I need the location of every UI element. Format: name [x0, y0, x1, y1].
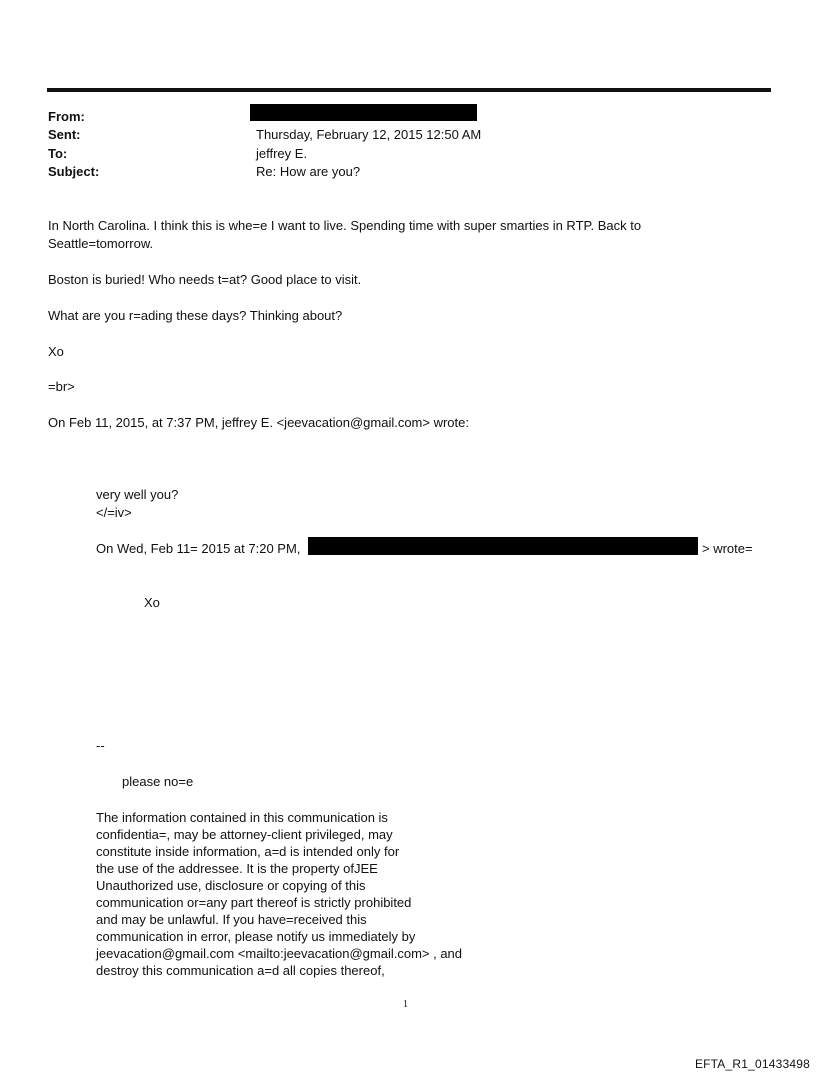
please-note: please no=e [122, 774, 194, 789]
signature-dashes: -- [96, 738, 105, 753]
body-paragraph-2: Boston is buried! Who needs t=at? Good place to visit. [48, 272, 362, 287]
quoted-xo: Xo [144, 595, 160, 610]
quoted-on-wed-prefix: On Wed, Feb 11= 2015 at 7:20 PM, [96, 541, 301, 556]
body-paragraph-3: What are you r=ading these days? Thinking about? [48, 308, 343, 323]
subject-value: Re: How are you? [256, 164, 361, 179]
disclaimer-line: confidentia=, may be attorney-client privileged, may [96, 827, 393, 842]
disclaimer-line: jeevacation@gmail.com <mailto:jeevacation@gmail.com> , and [96, 946, 463, 961]
from-label: From: [48, 109, 85, 124]
disclaimer-line: constitute inside information, a=d is intended only for [96, 844, 400, 859]
from-redaction [250, 104, 477, 121]
sender-redaction [308, 537, 698, 555]
disclaimer-line: destroy this communication a=d all copies thereof, [96, 963, 385, 978]
disclaimer-line: the use of the addressee. It is the property ofJEE [96, 861, 378, 876]
disclaimer-line: communication in error, please notify us immediately by [96, 929, 416, 944]
quote-header: On Feb 11, 2015, at 7:37 PM, jeffrey E. <jeevacation@gmail.com> wrote: [48, 415, 469, 430]
disclaimer-line: Unauthorized use, disclosure or copying of this [96, 878, 366, 893]
quoted-line-2: </=iv> [96, 505, 132, 520]
page-number: 1 [403, 999, 408, 1010]
header-rule [47, 88, 771, 92]
subject-label: Subject: [48, 164, 100, 179]
disclaimer-line: The information contained in this communication is [96, 810, 388, 825]
disclaimer-line: communication or=any part thereof is strictly prohibited [96, 895, 412, 910]
sent-value: Thursday, February 12, 2015 12:50 AM [256, 127, 482, 142]
to-label: To: [48, 146, 68, 161]
sent-label: Sent: [48, 127, 81, 142]
quoted-line-1: very well you? [96, 487, 179, 502]
body-br-artifact: =br> [48, 379, 75, 394]
body-line-1: In North Carolina. I think this is whe=e I want to live. Spending time with super smarties in RTP. Back to [48, 218, 642, 233]
to-value: jeffrey E. [256, 146, 308, 161]
body-line-2: Seattle=tomorrow. [48, 236, 154, 251]
body-signoff: Xo [48, 344, 64, 359]
disclaimer-line: and may be unlawful. If you have=received this [96, 912, 367, 927]
document-id: EFTA_R1_01433498 [694, 1057, 810, 1071]
disclaimer [96, 809, 516, 979]
quoted-on-wed-suffix: > wrote= [702, 541, 753, 556]
